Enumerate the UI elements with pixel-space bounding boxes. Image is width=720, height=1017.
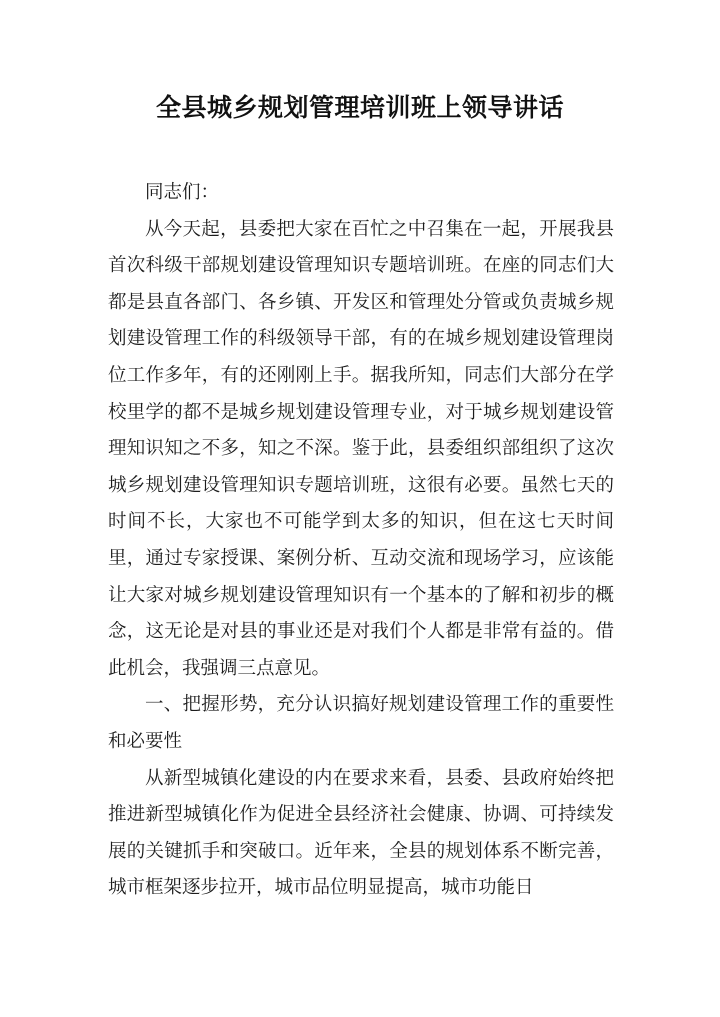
- section-1-paragraph: 从新型城镇化建设的内在要求来看，县委、县政府始终把推进新型城镇化作为促进全县经济社会健康、协调、可持续发展的关键抓手和突破口。近年来，全县的规划体系不断完善，城市框架逐步拉开，城市品位明显提高，城市功能日: [108, 767, 614, 899]
- section-heading-1: 一、把握形势，充分认识搞好规划建设管理工作的重要性和必要性: [108, 694, 614, 752]
- document-title: 全县城乡规划管理培训班上领导讲话: [155, 93, 564, 122]
- opening-paragraph: 从今天起，县委把大家在百忙之中召集在一起，开展我县首次科级干部规划建设管理知识专题培训班。在座的同志们大都是县直各部门、各乡镇、开发区和管理处分管或负责城乡规划建设管理工作的科级领导干部，有的在城乡规划建设管理岗位工作多年，有的还刚刚上手。据我所知，同志们大部分在学校里学的都不是城乡规划建设管理专业，对于城乡规划建设管理知识知之不多，知之不深。鉴于此，县委组织部组织了这次城乡规划建设管理知识专题培训班，这很有必要。虽然七天的时间不长，大家也不可能学到太多的知识，但在这七天时间里，通过专家授课、案例分析、互动交流和现场学习，应该能让大家对城乡规划建设管理知识有一个基本的了解和初步的概念，这无论是对县的事业还是对我们个人都是非常有益的。借此机会，我强调三点意见。: [108, 218, 614, 679]
- salutation-paragraph: 同志们：: [145, 182, 220, 203]
- document-body: [108, 175, 614, 907]
